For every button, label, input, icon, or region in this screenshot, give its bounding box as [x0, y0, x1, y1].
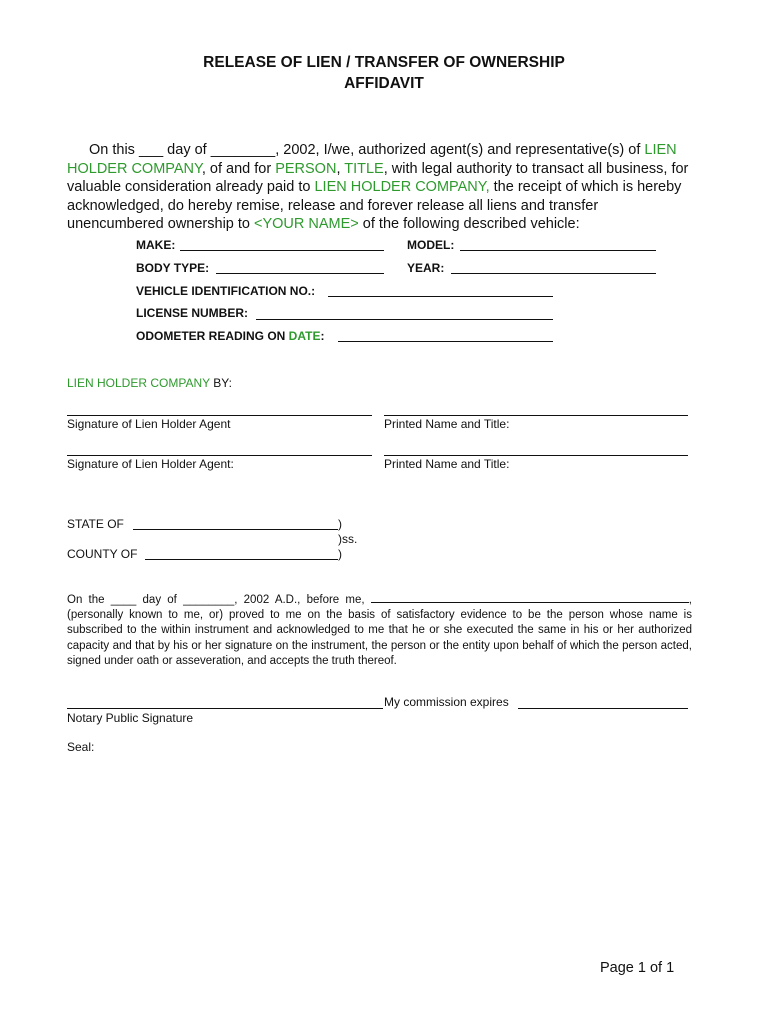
date-placeholder: DATE	[288, 329, 321, 343]
paragraph-text: ,	[336, 160, 345, 177]
printed-name-line-2[interactable]	[384, 455, 688, 456]
seal-label: Seal:	[67, 740, 95, 754]
paragraph-text: the receipt of which is hereby acknowledged, do hereby remise, release and forever release all liens and transfer unencumbered ownership to	[67, 179, 682, 232]
paragraph-text: , with legal authority to transact all business, for valuable consideration already paid to	[67, 160, 689, 195]
signature-line-1[interactable]	[67, 415, 372, 416]
your-name-placeholder: <YOUR NAME>	[254, 216, 359, 232]
signature-label-2: Signature of Lien Holder Agent:	[67, 457, 234, 471]
county-label: COUNTY OF	[67, 547, 138, 561]
year-label: YEAR:	[407, 261, 445, 275]
signature-label-1: Signature of Lien Holder Agent	[67, 417, 231, 431]
title-placeholder: TITLE	[344, 160, 384, 177]
printed-name-line-1[interactable]	[384, 415, 688, 416]
lien-holder-placeholder: LIEN HOLDER COMPANY,	[314, 179, 490, 195]
printed-name-label-2: Printed Name and Title:	[384, 457, 510, 471]
make-field[interactable]	[180, 250, 384, 251]
company-by-line	[67, 376, 232, 390]
year-field[interactable]	[451, 273, 656, 274]
make-label: MAKE:	[136, 238, 176, 252]
notary-intro-end: ,	[688, 594, 692, 606]
document-title: RELEASE OF LIEN / TRANSFER OF OWNERSHIP	[203, 54, 565, 71]
ss-label: )ss.	[338, 532, 358, 546]
release-paragraph	[67, 141, 697, 234]
notary-body: (personally known to me, or) proved to me on the basis of satisfactory evidence to be the person whose name is subscribed to the within instrument and acknowledged to me that he or she executed the same in his or her authorized capacity and that by his or her signature on the instrument, the person or the entity upon behalf of which the person acted, signed under oath or asseveration, and accepts the truth thereof.	[67, 609, 692, 667]
model-field[interactable]	[460, 250, 656, 251]
notary-signature-label: Notary Public Signature	[67, 711, 194, 725]
county-paren: )	[338, 547, 342, 561]
document-subtitle: AFFIDAVIT	[344, 75, 424, 92]
odometer-field[interactable]	[338, 341, 553, 342]
printed-name-label-1: Printed Name and Title:	[384, 417, 510, 431]
license-field[interactable]	[256, 319, 553, 320]
lien-holder-placeholder: LIEN HOLDER COMPANY	[67, 376, 210, 390]
paragraph-text: of the following described vehicle:	[358, 216, 580, 232]
state-paren: )	[338, 517, 342, 531]
commission-label: My commission expires	[384, 695, 509, 709]
notary-name-field[interactable]	[371, 591, 689, 603]
state-field[interactable]	[133, 529, 338, 530]
license-label: LICENSE NUMBER:	[136, 306, 249, 320]
vin-label: VEHICLE IDENTIFICATION NO.:	[136, 284, 316, 298]
body-type-label: BODY TYPE:	[136, 261, 210, 275]
vin-field[interactable]	[328, 296, 553, 297]
notary-intro: On the ____ day of ________, 2002 A.D., before me,	[67, 594, 371, 606]
paragraph-text: On this ___ day of ________, 2002, I/we, authorized agent(s) and representative(s) of	[89, 142, 641, 158]
model-label: MODEL:	[407, 238, 455, 252]
notary-signature-line[interactable]	[67, 708, 383, 709]
page-number: Page 1 of 1	[600, 960, 675, 976]
county-field[interactable]	[145, 559, 338, 560]
by-label: BY:	[209, 376, 232, 390]
state-label: STATE OF	[67, 517, 124, 531]
odometer-label-suffix: :	[320, 329, 325, 343]
notary-paragraph	[67, 591, 692, 669]
person-placeholder: PERSON	[275, 160, 337, 177]
signature-line-2[interactable]	[67, 455, 372, 456]
odometer-label	[136, 329, 324, 343]
commission-field[interactable]	[518, 708, 688, 709]
body-type-field[interactable]	[216, 273, 384, 274]
paragraph-text: , of and for	[201, 160, 276, 177]
odometer-label-prefix: ODOMETER READING ON	[136, 329, 289, 343]
lien-holder-placeholder: LIEN HOLDER COMPANY	[67, 142, 677, 177]
